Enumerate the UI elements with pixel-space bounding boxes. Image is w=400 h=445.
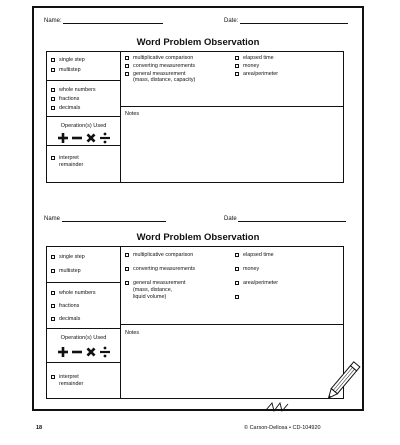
checkbox-elapsed-time[interactable] <box>235 56 239 60</box>
checkbox-money-2[interactable] <box>235 267 239 271</box>
name-line: Name: <box>44 17 163 24</box>
checkbox-converting-measurements[interactable] <box>125 64 129 68</box>
worksheet-frame <box>32 6 364 411</box>
checkbox-multiplicative-comparison[interactable] <box>125 56 129 60</box>
worksheet-title-top: Word Problem Observation <box>136 37 260 48</box>
scribble-icon <box>264 400 304 414</box>
checkbox-single-step[interactable] <box>51 58 55 62</box>
form-column-left <box>47 52 121 182</box>
notes-label: Notes <box>125 111 140 117</box>
measurement-cell: multiplicative comparison converting measurements general measurement (mass, distance, capacity) elapsed time money area/perimeter <box>121 52 343 107</box>
form-column-right <box>121 52 343 182</box>
page-number: 18 <box>36 425 43 431</box>
checkbox-whole-numbers[interactable] <box>51 88 55 92</box>
checkbox-area-perimeter-2[interactable] <box>235 281 239 285</box>
worksheet-title-bottom: Word Problem Observation <box>136 232 260 243</box>
checkbox-general-measurement[interactable] <box>125 72 129 76</box>
checkbox-multistep[interactable] <box>51 68 55 72</box>
operations-icons-2 <box>47 345 120 363</box>
checkbox-fractions-2[interactable] <box>51 304 55 308</box>
notes-area-2[interactable] <box>121 325 343 398</box>
date-field-2[interactable] <box>238 215 346 222</box>
notes-area[interactable] <box>121 107 343 182</box>
checkbox-general-measurement-2[interactable] <box>125 281 129 285</box>
name-field[interactable] <box>63 17 163 24</box>
form-column-left-2 <box>47 247 121 398</box>
operation-symbols-icon <box>56 132 112 144</box>
numbers-cell: whole numbers fractions decimals <box>47 81 120 117</box>
operations-cell-2: Operation(s) Used <box>47 329 120 363</box>
checkbox-whole-numbers-2[interactable] <box>51 291 55 295</box>
copyright: © Carson-Dellosa • CD-104920 <box>244 425 321 431</box>
numbers-cell-2: whole numbers fractions decimals <box>47 283 120 329</box>
checkbox-fractions[interactable] <box>51 97 55 101</box>
checkbox-decimals-2[interactable] <box>51 317 55 321</box>
date-line: Date: <box>224 17 348 24</box>
checkbox-converting-measurements-2[interactable] <box>125 267 129 271</box>
date-field[interactable] <box>240 17 348 24</box>
date-line-2: Date <box>224 215 346 222</box>
notes-label-2: Notes <box>125 330 140 336</box>
checkbox-multiplicative-comparison-2[interactable] <box>125 253 129 257</box>
interpret-cell-2: interpret remainder <box>47 363 120 399</box>
observation-form-top <box>46 51 344 183</box>
checkbox-single-step-2[interactable] <box>51 255 55 259</box>
form-column-right-2 <box>121 247 343 398</box>
name-line-2: Name <box>44 215 166 222</box>
checkbox-interpret-remainder[interactable] <box>51 156 55 160</box>
checkbox-blank-2[interactable] <box>235 295 239 299</box>
checkbox-decimals[interactable] <box>51 106 55 110</box>
operation-symbols-icon <box>56 346 112 358</box>
checkbox-money[interactable] <box>235 64 239 68</box>
operations-cell: Operation(s) Used <box>47 117 120 146</box>
checkbox-area-perimeter[interactable] <box>235 72 239 76</box>
observation-form-bottom <box>46 246 344 399</box>
steps-cell-2: single step multistep <box>47 247 120 283</box>
pencil-icon <box>318 360 362 410</box>
interpret-cell: interpret remainder <box>47 146 120 183</box>
checkbox-elapsed-time-2[interactable] <box>235 253 239 257</box>
checkbox-multistep-2[interactable] <box>51 269 55 273</box>
name-field-2[interactable] <box>62 215 166 222</box>
steps-cell: single step multistep <box>47 52 120 81</box>
checkbox-interpret-remainder-2[interactable] <box>51 375 55 379</box>
measurement-cell-2: multiplicative comparison converting measurements general measurement (mass, distance, liquid volume) elapsed time money area/perimeter <box>121 247 343 325</box>
